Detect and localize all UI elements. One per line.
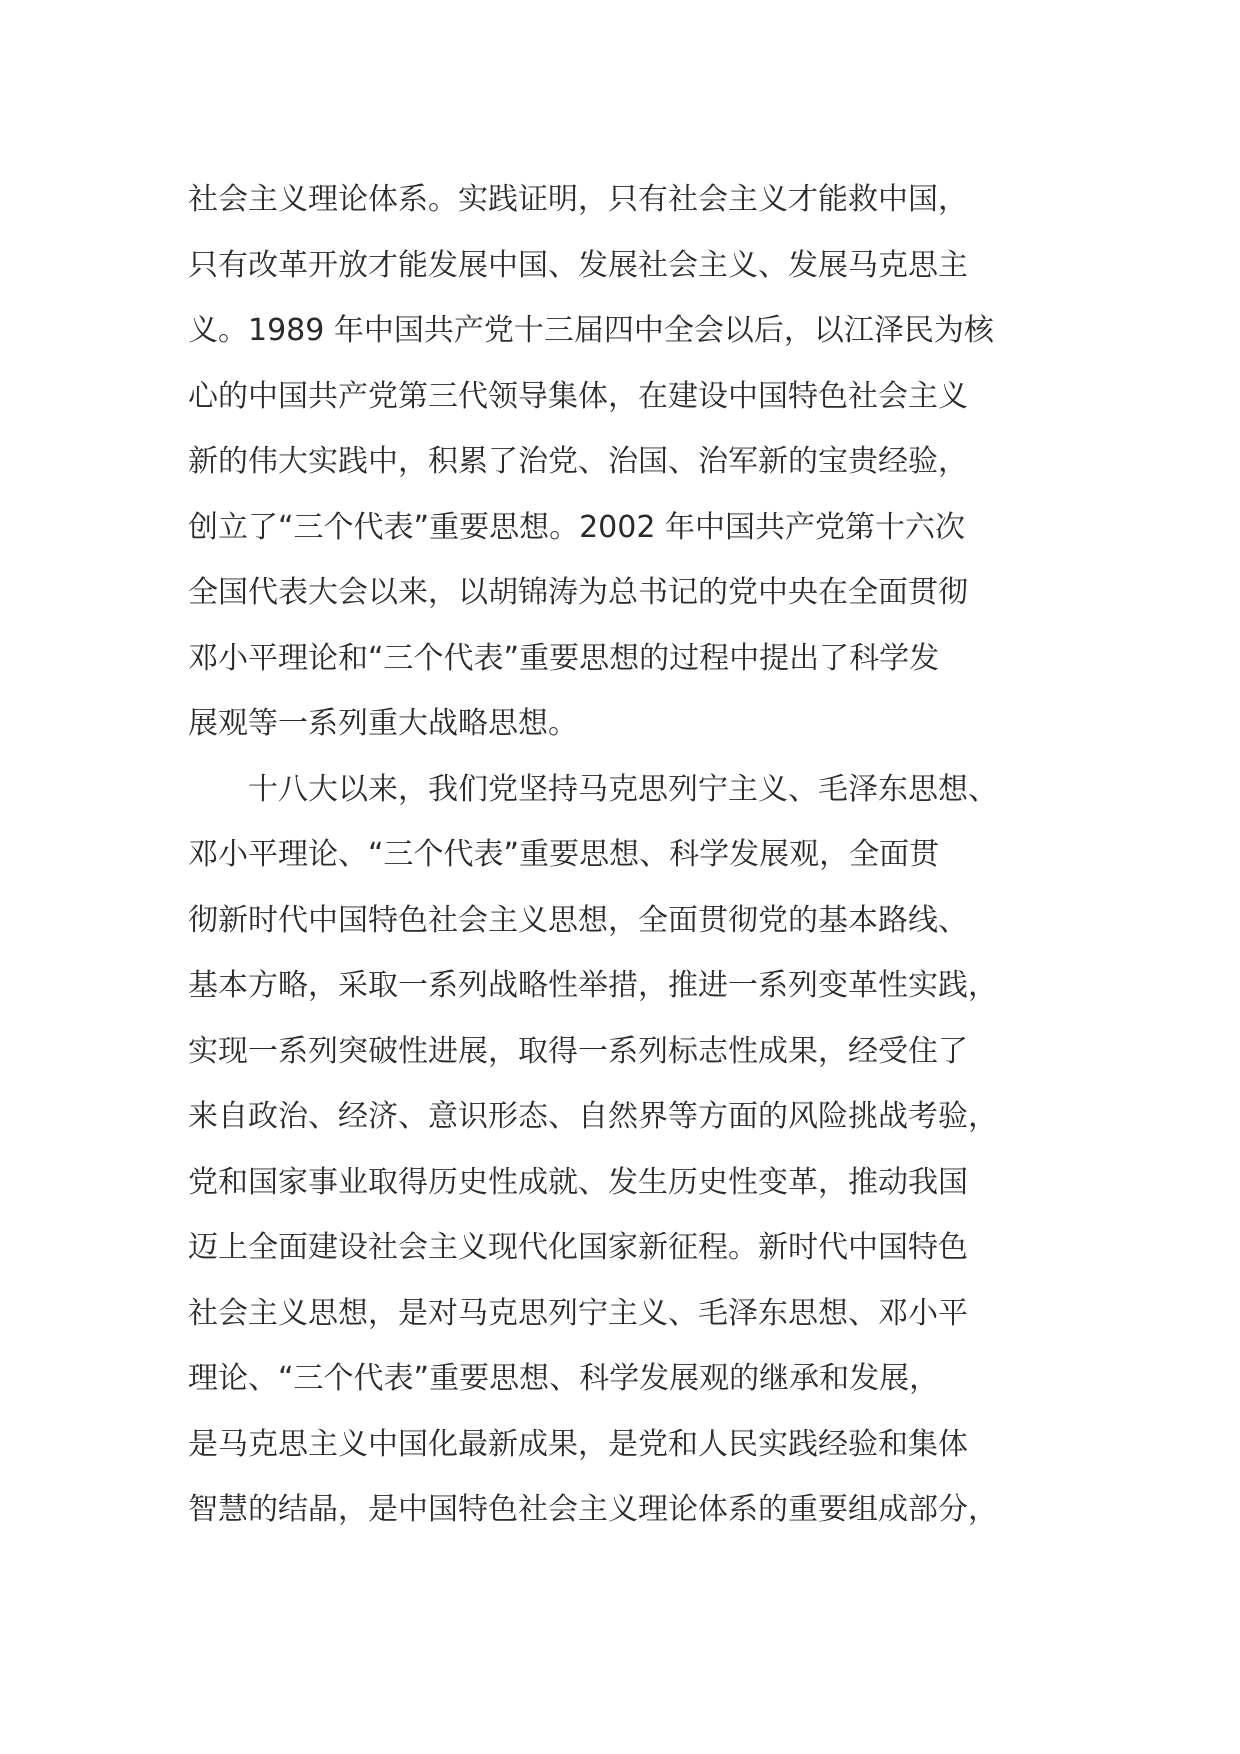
text-line: 创立了“三个代表”重要思想。2002 年中国共产党第十六次: [188, 509, 965, 545]
text-line: 社会主义思想，是对马克思列宁主义、毛泽东思想、邓小平: [188, 1295, 968, 1331]
text-line: 实现一系列突破性进展，取得一系列标志性成果，经受住了: [188, 1033, 968, 1069]
text-line: 新的伟大实践中，积累了治党、治国、治军新的宝贵经验，: [188, 444, 968, 479]
text-line: 理论、“三个代表”重要思想、科学发展观的继承和发展，: [188, 1361, 940, 1396]
text-line: 党和国家事业取得历史性成就、发生历史性变革，推动我国: [188, 1164, 968, 1200]
text-line: 社会主义理论体系。实践证明，只有社会主义才能救中国，: [188, 182, 968, 217]
text-line: 来自政治、经济、意识形态、自然界等方面的风险挑战考验，: [188, 1099, 998, 1134]
text-line: 迈上全面建设社会主义现代化国家新征程。新时代中国特色: [188, 1230, 968, 1265]
text-line: 只有改革开放才能发展中国、发展社会主义、发展马克思主: [188, 247, 968, 283]
text-line: 心的中国共产党第三代领导集体，在建设中国特色社会主义: [188, 378, 968, 414]
text-line: 展观等一系列重大战略思想。: [188, 706, 578, 741]
text-line: 义。1989 年中国共产党十三届四中全会以后，以江泽民为核: [188, 313, 994, 348]
text-line: 邓小平理论、“三个代表”重要思想、科学发展观，全面贯: [188, 837, 940, 872]
body-text: [188, 167, 1068, 1543]
text-line: 邓小平理论和“三个代表”重要思想的过程中提出了科学发: [188, 640, 940, 676]
text-line: 是马克思主义中国化最新成果，是党和人民实践经验和集体: [188, 1426, 968, 1462]
text-line: 基本方略，采取一系列战略性举措，推进一系列变革性实践，: [188, 968, 998, 1003]
text-line: 全国代表大会以来，以胡锦涛为总书记的党中央在全面贯彻: [188, 575, 968, 610]
text-line: 智慧的结晶，是中国特色社会主义理论体系的重要组成部分，: [188, 1492, 998, 1527]
text-line: 十八大以来，我们党坚持马克思列宁主义、毛泽东思想、: [188, 771, 998, 807]
text-line: 彻新时代中国特色社会主义思想，全面贯彻党的基本路线、: [188, 902, 968, 938]
